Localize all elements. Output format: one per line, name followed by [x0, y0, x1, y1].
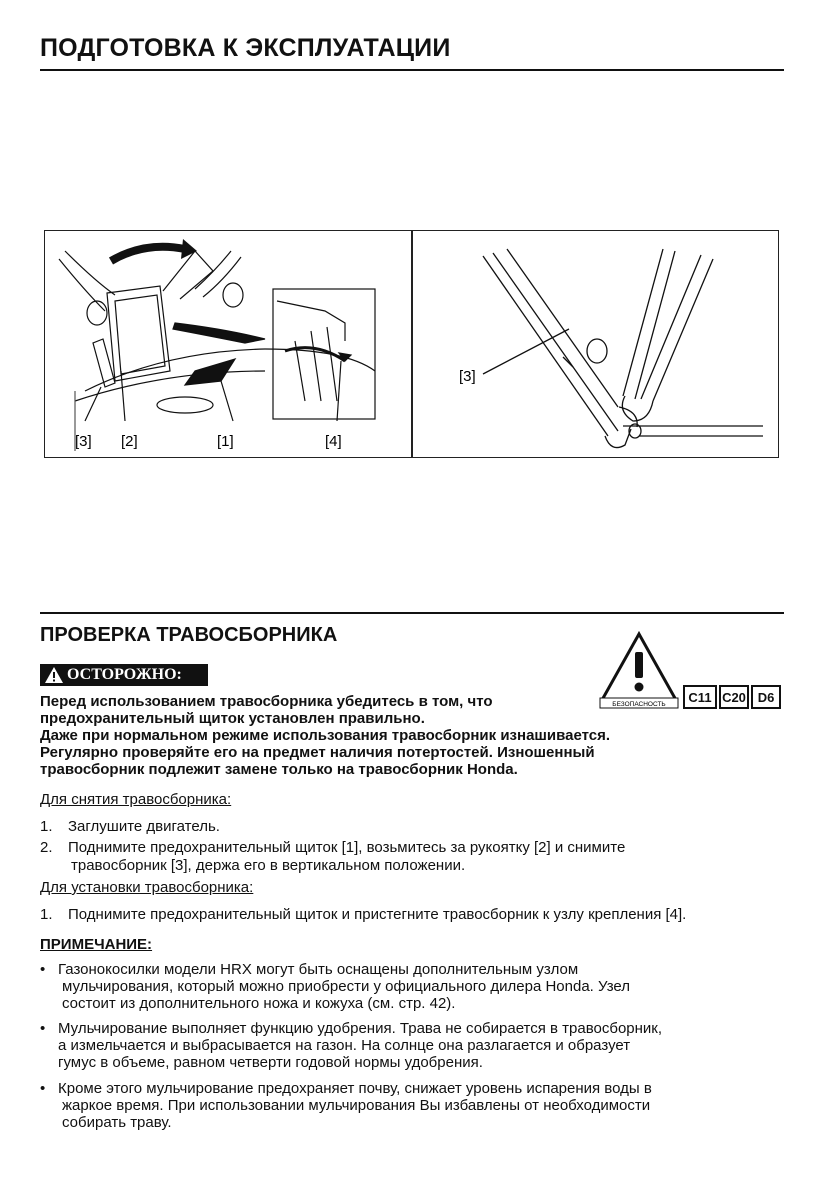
fig-left-label-1: [1] [217, 433, 234, 450]
note-3-line-2: жаркое время. При использовании мульчирования Вы избавлены от необходимости [62, 1097, 651, 1114]
safety-alert-icon [598, 630, 680, 710]
removal-step-1-num: 1. [40, 818, 53, 835]
safety-caption: БЕЗОПАСНОСТЬ [612, 701, 666, 708]
warning-line-3: Даже при нормальном режиме использования травосборник изнашивается. [40, 727, 611, 744]
warning-line-4: Регулярно проверяйте его на предмет наличия потертостей. Изношенный [40, 744, 595, 761]
grass-bag-frame-illustration [413, 231, 778, 457]
page-title: ПОДГОТОВКА К ЭКСПЛУАТАЦИИ [40, 34, 451, 62]
warning-label-text: ОСТОРОЖНО: [67, 666, 182, 683]
note-2-line-1: Мульчирование выполняет функцию удобрения. Трава не собирается в травосборник, [58, 1020, 663, 1037]
code-badge-c11: C11 [683, 685, 717, 709]
install-step-1: Поднимите предохранительный щиток и пристегните травосборник к узлу крепления [4]. [68, 906, 687, 923]
note-1-line-2: мульчирования, который можно приобрести у официального дилера Honda. Узел [62, 978, 631, 995]
note-bullet-3: • [40, 1080, 46, 1097]
note-2-line-2: а измельчается и выбрасывается на газон. На солнце она разлагается и образует [58, 1037, 631, 1054]
figure-right [412, 230, 779, 458]
fig-left-label-4: [4] [325, 433, 342, 450]
warning-line-2: предохранительный щиток установлен правильно. [40, 710, 425, 727]
warning-triangle-icon [44, 666, 64, 684]
note-1-line-1: Газонокосилки модели HRX могут быть оснащены дополнительным узлом [58, 961, 579, 978]
note-1-line-3: состоит из дополнительного ножа и кожуха (см. стр. 42). [62, 995, 456, 1012]
removal-step-2-cont: травосборник [3], держа его в вертикальном положении. [71, 857, 466, 874]
note-bullet-2: • [40, 1020, 46, 1037]
install-step-1-num: 1. [40, 906, 53, 923]
install-heading: Для установки травосборника: [40, 879, 254, 896]
fig-right-label-3: [3] [459, 368, 476, 385]
code-badge-d6: D6 [751, 685, 781, 709]
note-heading: ПРИМЕЧАНИЕ: [40, 936, 153, 953]
safety-symbol [598, 630, 680, 710]
removal-heading: Для снятия травосборника: [40, 791, 232, 808]
removal-step-1: Заглушите двигатель. [68, 818, 220, 835]
fig-left-label-2: [2] [121, 433, 138, 450]
note-3-line-1: Кроме этого мульчирование предохраняет почву, снижает уровень испарения воды в [58, 1080, 652, 1097]
fig-left-label-3: [3] [75, 433, 92, 450]
warning-label [40, 664, 208, 686]
mower-removal-illustration [45, 231, 411, 457]
code-badge-c20: C20 [719, 685, 749, 709]
removal-step-2: Поднимите предохранительный щиток [1], возьмитесь за рукоятку [2] и снимите [68, 839, 626, 856]
title-rule [40, 69, 784, 71]
removal-step-2-num: 2. [40, 839, 53, 856]
note-2-line-3: гумус в объеме, равном четверти годовой нормы удобрения. [58, 1054, 483, 1071]
section-rule [40, 612, 784, 614]
warning-line-5: травосборник подлежит замене только на травосборник Honda. [40, 761, 518, 778]
note-3-line-3: собирать траву. [62, 1114, 172, 1131]
section-title: ПРОВЕРКА ТРАВОСБОРНИКА [40, 624, 338, 646]
figure-left [44, 230, 412, 458]
warning-line-1: Перед использованием травосборника убедитесь в том, что [40, 693, 493, 710]
note-bullet-1: • [40, 961, 46, 978]
